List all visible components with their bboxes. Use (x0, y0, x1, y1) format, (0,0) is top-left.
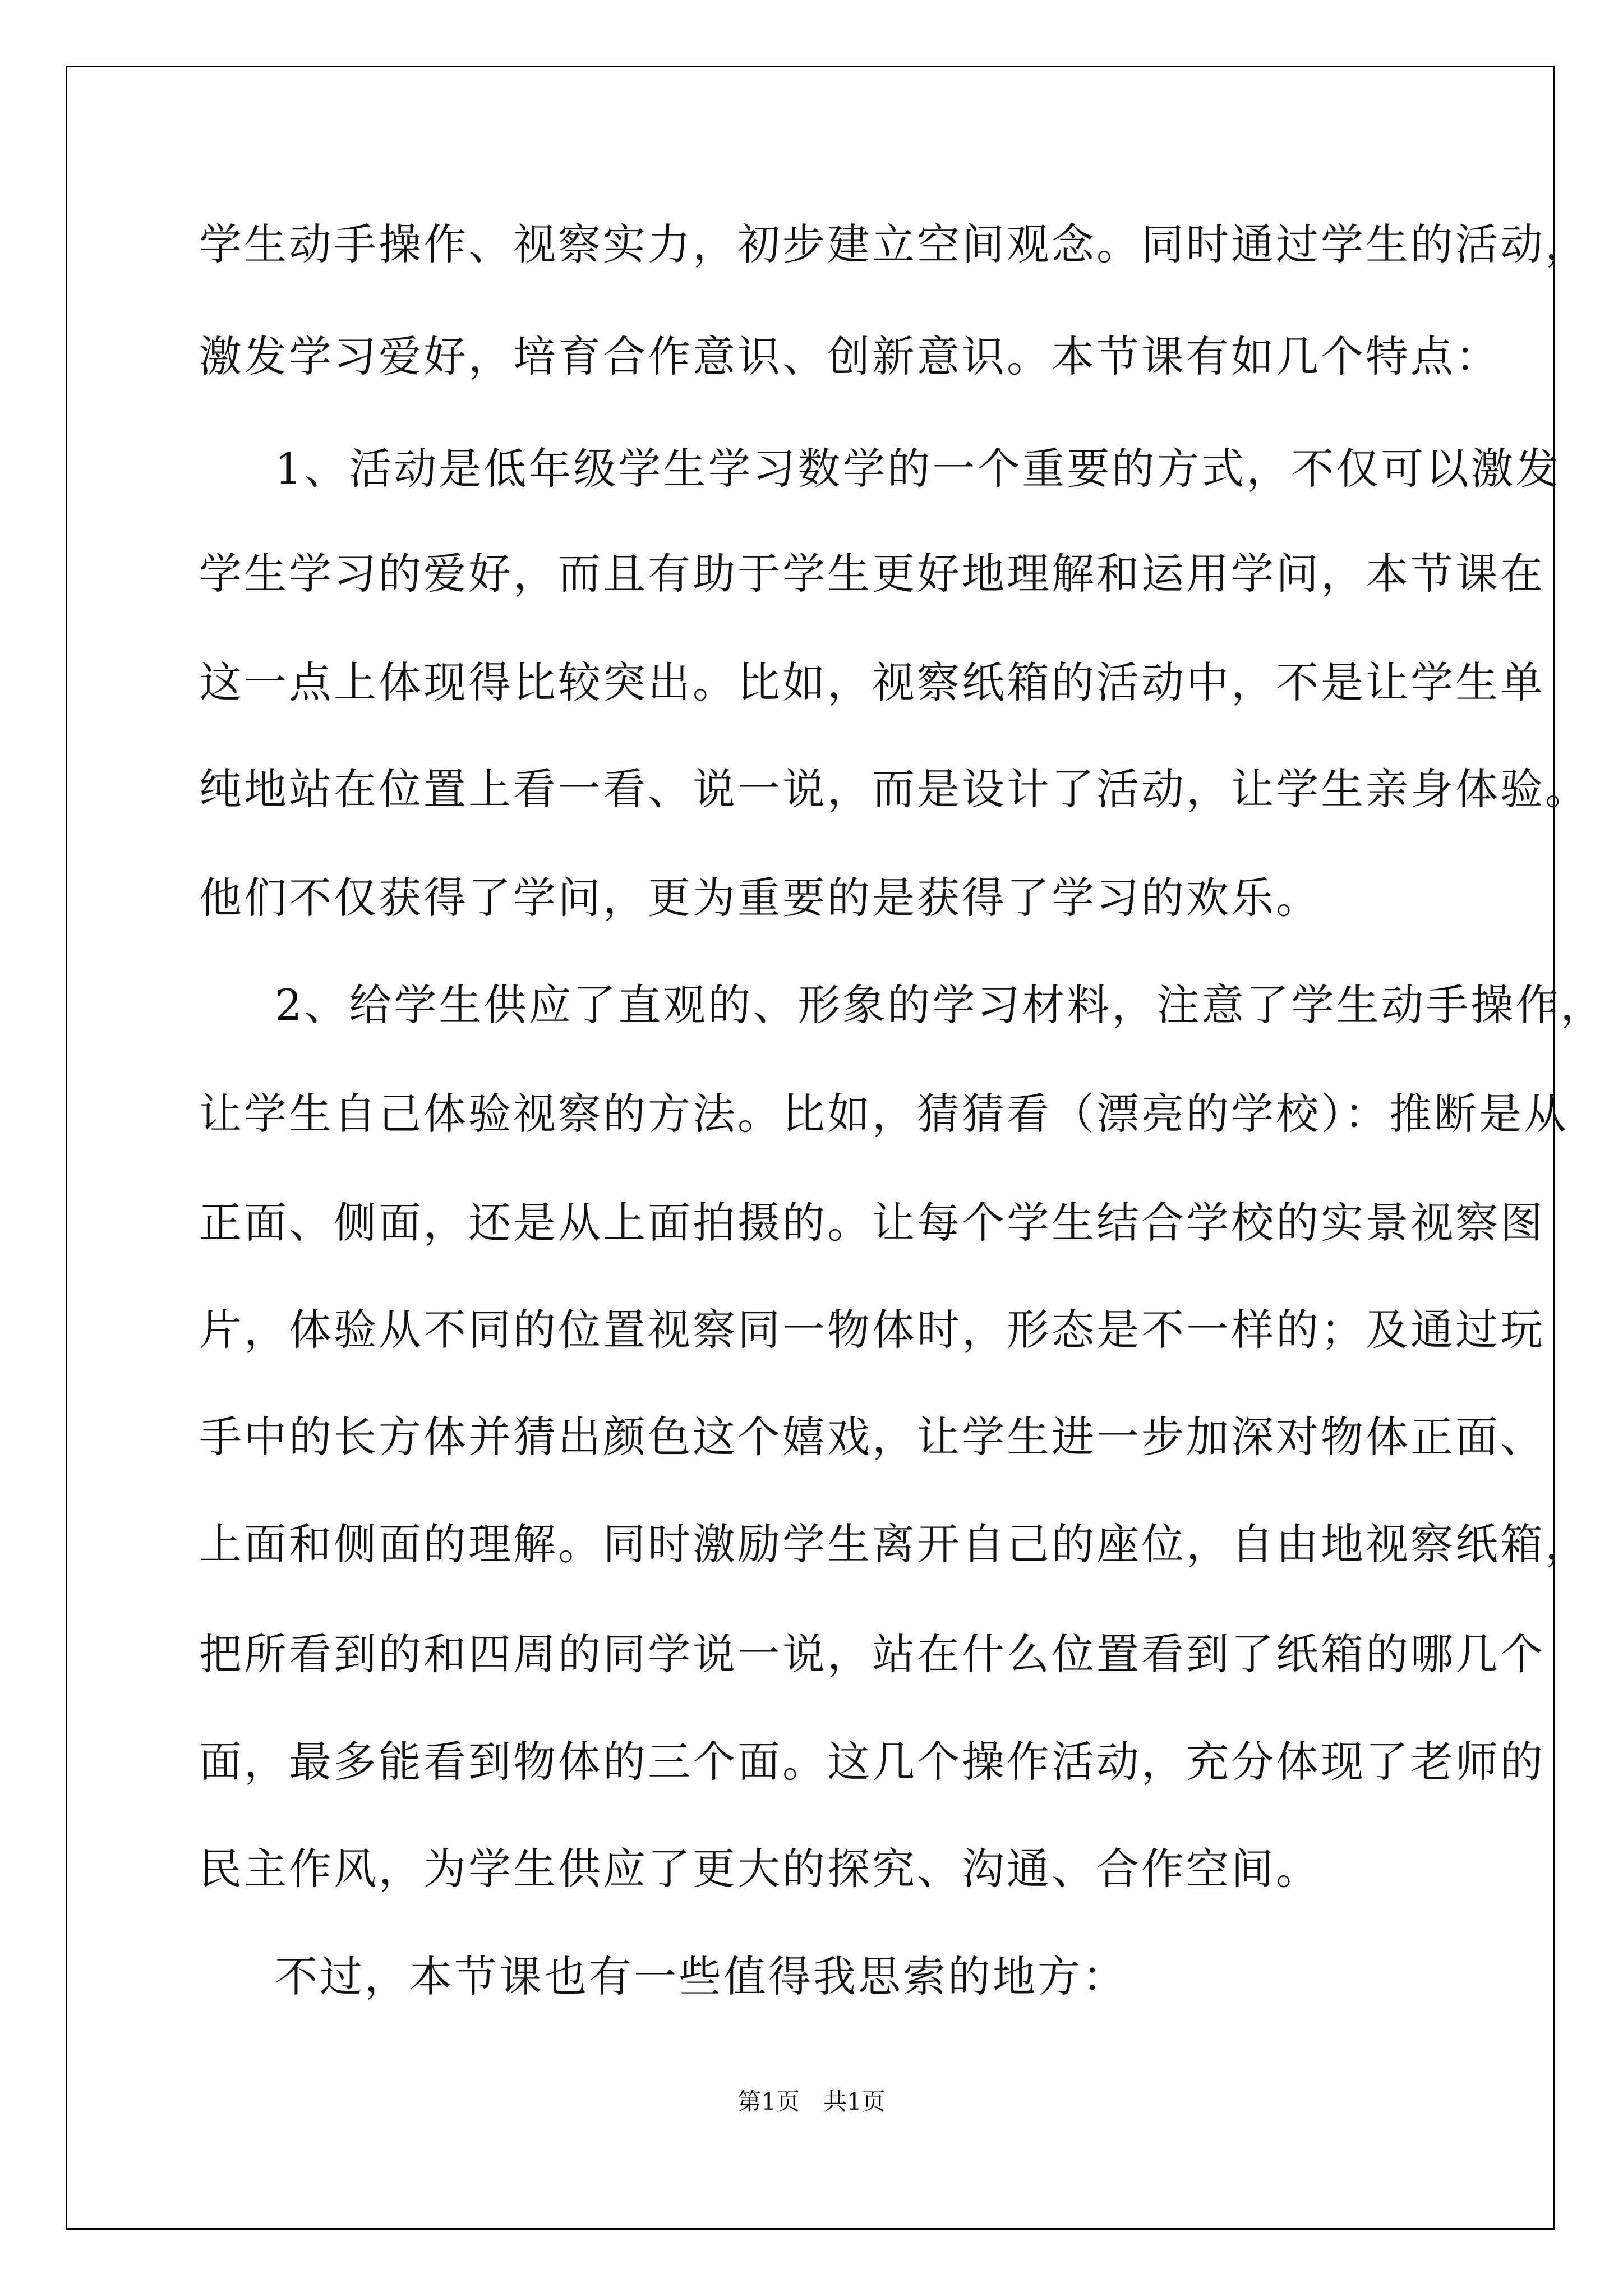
text-line: 这一点上体现得比较突出。比如，视察纸箱的活动中，不是让学生单 (199, 657, 1545, 707)
text-line: 他们不仅获得了学问，更为重要的是获得了学习的欢乐。 (199, 873, 1321, 923)
text-line: 让学生自己体验视察的方法。比如，猜猜看（漂亮的学校）：推断是从 (199, 1089, 1569, 1139)
text-line: 1、活动是低年级学生学习数学的一个重要的方式，不仅可以激发 (275, 444, 1561, 494)
text-line: 把所看到的和四周的同学说一说，站在什么位置看到了纸箱的哪几个 (199, 1629, 1545, 1679)
text-line: 激发学习爱好，培育合作意识、创新意识。本节课有如几个特点： (199, 332, 1500, 381)
text-line: 学生学习的爱好，而且有助于学生更好地理解和运用学问，本节课在 (199, 549, 1545, 599)
text-line: 上面和侧面的理解。同时激励学生离开自己的座位，自由地视察纸箱， (199, 1519, 1590, 1569)
text-line: 片，体验从不同的位置视察同一物体时，形态是不一样的；及通过玩 (199, 1305, 1545, 1355)
page-footer: 第1页 共1页 (737, 2088, 886, 2115)
text-line: 手中的长方体并猜出颜色这个嬉戏，让学生进一步加深对物体正面、 (199, 1412, 1545, 1462)
text-line: 正面、侧面，还是从上面拍摄的。让每个学生结合学校的实景视察图 (199, 1198, 1545, 1248)
text-line: 不过，本节课也有一些值得我思索的地方： (275, 1952, 1127, 2001)
text-line: 2、给学生供应了直观的、形象的学习材料，注意了学生动手操作， (275, 980, 1606, 1030)
text-line: 学生动手操作、视察实力，初步建立空间观念。同时通过学生的活动， (199, 219, 1590, 269)
text-line: 民主作风，为学生供应了更大的探究、沟通、合作空间。 (199, 1844, 1321, 1894)
page-border (66, 66, 1606, 2230)
text-line: 纯地站在位置上看一看、说一说，而是设计了活动，让学生亲身体验。 (199, 764, 1590, 814)
text-line: 面，最多能看到物体的三个面。这几个操作活动，充分体现了老师的 (199, 1737, 1545, 1787)
